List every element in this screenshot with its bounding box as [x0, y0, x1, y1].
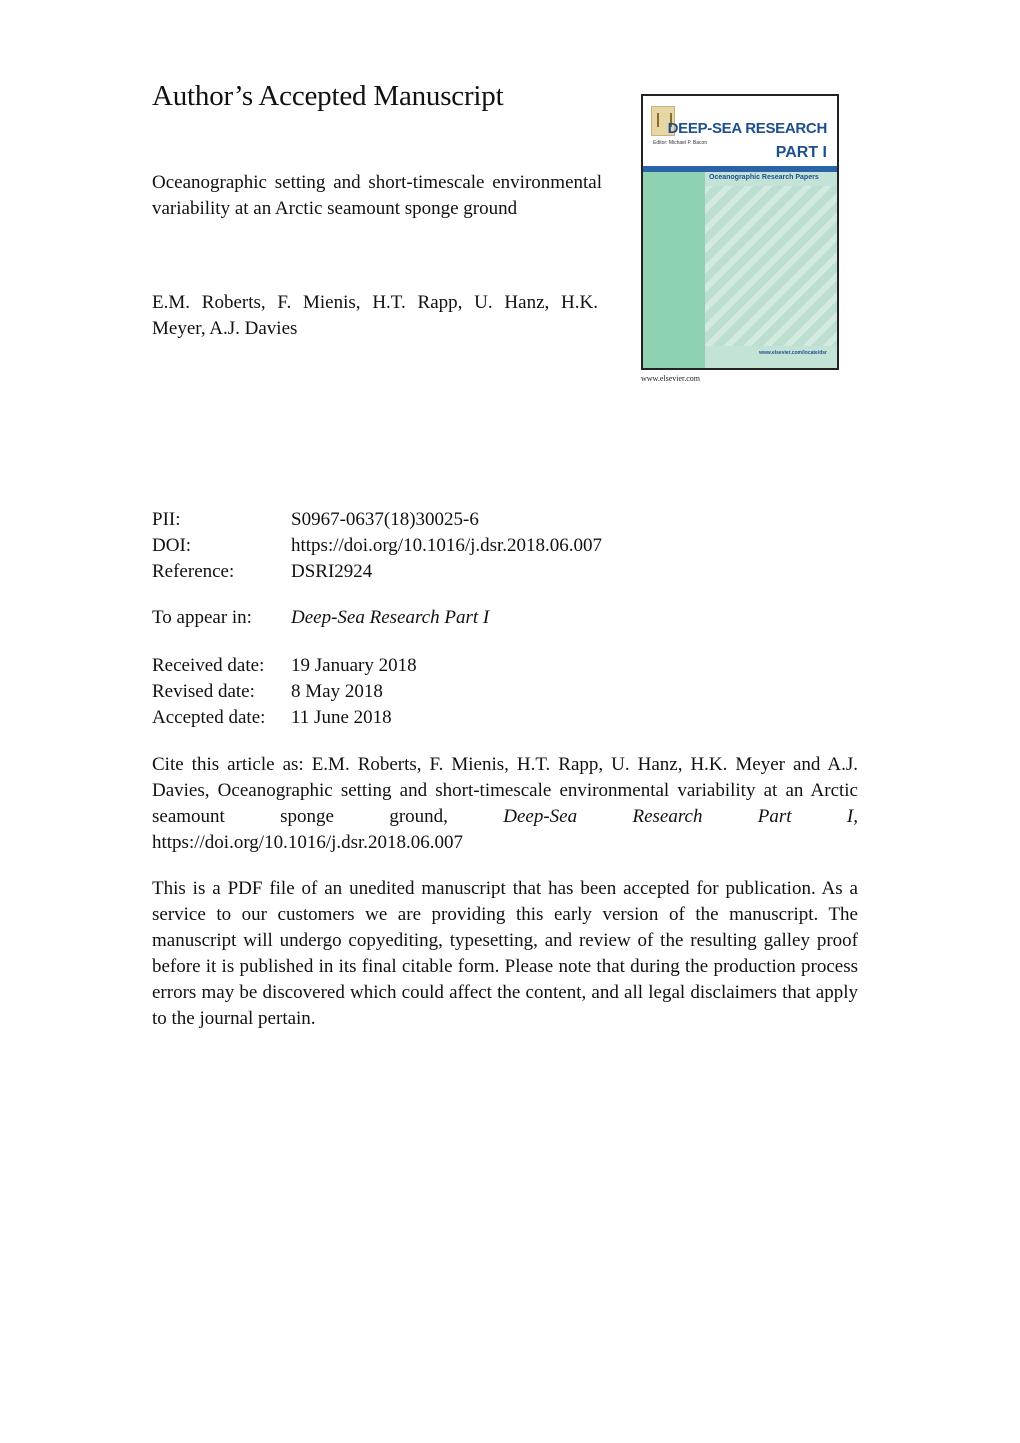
meta-pii: [152, 507, 479, 533]
meta-accepted: [152, 705, 392, 731]
cover-url: www.elsevier.com/locate/dsr: [759, 350, 827, 356]
revised-label: Revised date:: [152, 681, 255, 702]
received-value: 19 January 2018: [291, 655, 417, 676]
accepted-label: Accepted date:: [152, 707, 266, 728]
citation-journal: Deep-Sea Research Part I,: [503, 806, 858, 827]
pii-value: S0967-0637(18)30025-6: [291, 509, 479, 530]
meta-received: [152, 653, 417, 679]
doi-label: DOI:: [152, 535, 192, 556]
cover-subtitle: Oceanographic Research Papers: [709, 174, 819, 181]
cover-journal-title: DEEP-SEA RESEARCH: [667, 120, 827, 137]
doi-link[interactable]: https://doi.org/10.1016/j.dsr.2018.06.007: [291, 535, 603, 556]
meta-appear: [152, 605, 489, 631]
meta-doi: [152, 533, 602, 559]
reference-value: DSRI2924: [291, 561, 373, 582]
cover-journal-part: PART I: [775, 144, 827, 161]
cover-texture: [705, 186, 837, 346]
revised-value: 8 May 2018: [291, 681, 383, 702]
manuscript-notice: This is a PDF file of an unedited manuscript that has been accepted for publication. As a service to our customers we are providing this early version of the manuscript. The manuscript will undergo copyediting, typesetting, and review of the resulting galley proof before it is published in its final citable form. Please note that during the production process errors may be discovered which could affect the content, and all legal disclaimers that apply to the journal pertain.: [152, 878, 858, 1029]
accepted-value: 11 June 2018: [291, 707, 392, 728]
appear-journal: Deep-Sea Research Part I: [291, 607, 490, 628]
citation-link[interactable]: https://doi.org/10.1016/j.dsr.2018.06.007: [152, 832, 464, 853]
article-title: Oceanographic setting and short-timescale environmental variability at an Arctic seamount sponge ground: [152, 172, 602, 219]
citation-paragraph: [152, 752, 858, 856]
received-label: Received date:: [152, 655, 265, 676]
appear-label: To appear in:: [152, 607, 252, 628]
cover-bar: [643, 166, 837, 172]
reference-label: Reference:: [152, 561, 235, 582]
cover-caption[interactable]: www.elsevier.com: [641, 374, 701, 383]
manuscript-heading: Author’s Accepted Manuscript: [152, 80, 504, 112]
cover-editor: Editor: Michael P. Bacon: [653, 140, 708, 146]
pii-label: PII:: [152, 509, 181, 530]
meta-reference: [152, 559, 372, 585]
citation-text: Cite this article as: E.M. Roberts, F. Mienis, H.T. Rapp, U. Hanz, H.K. Meyer and A.J. Davies, Oceanographic setting and short-timescale environmental variability at an Arctic seamount sponge ground,: [152, 754, 858, 827]
meta-revised: [152, 679, 383, 705]
author-list: E.M. Roberts, F. Mienis, H.T. Rapp, U. Hanz, H.K. Meyer, A.J. Davies: [152, 292, 598, 339]
journal-cover: [641, 94, 839, 370]
